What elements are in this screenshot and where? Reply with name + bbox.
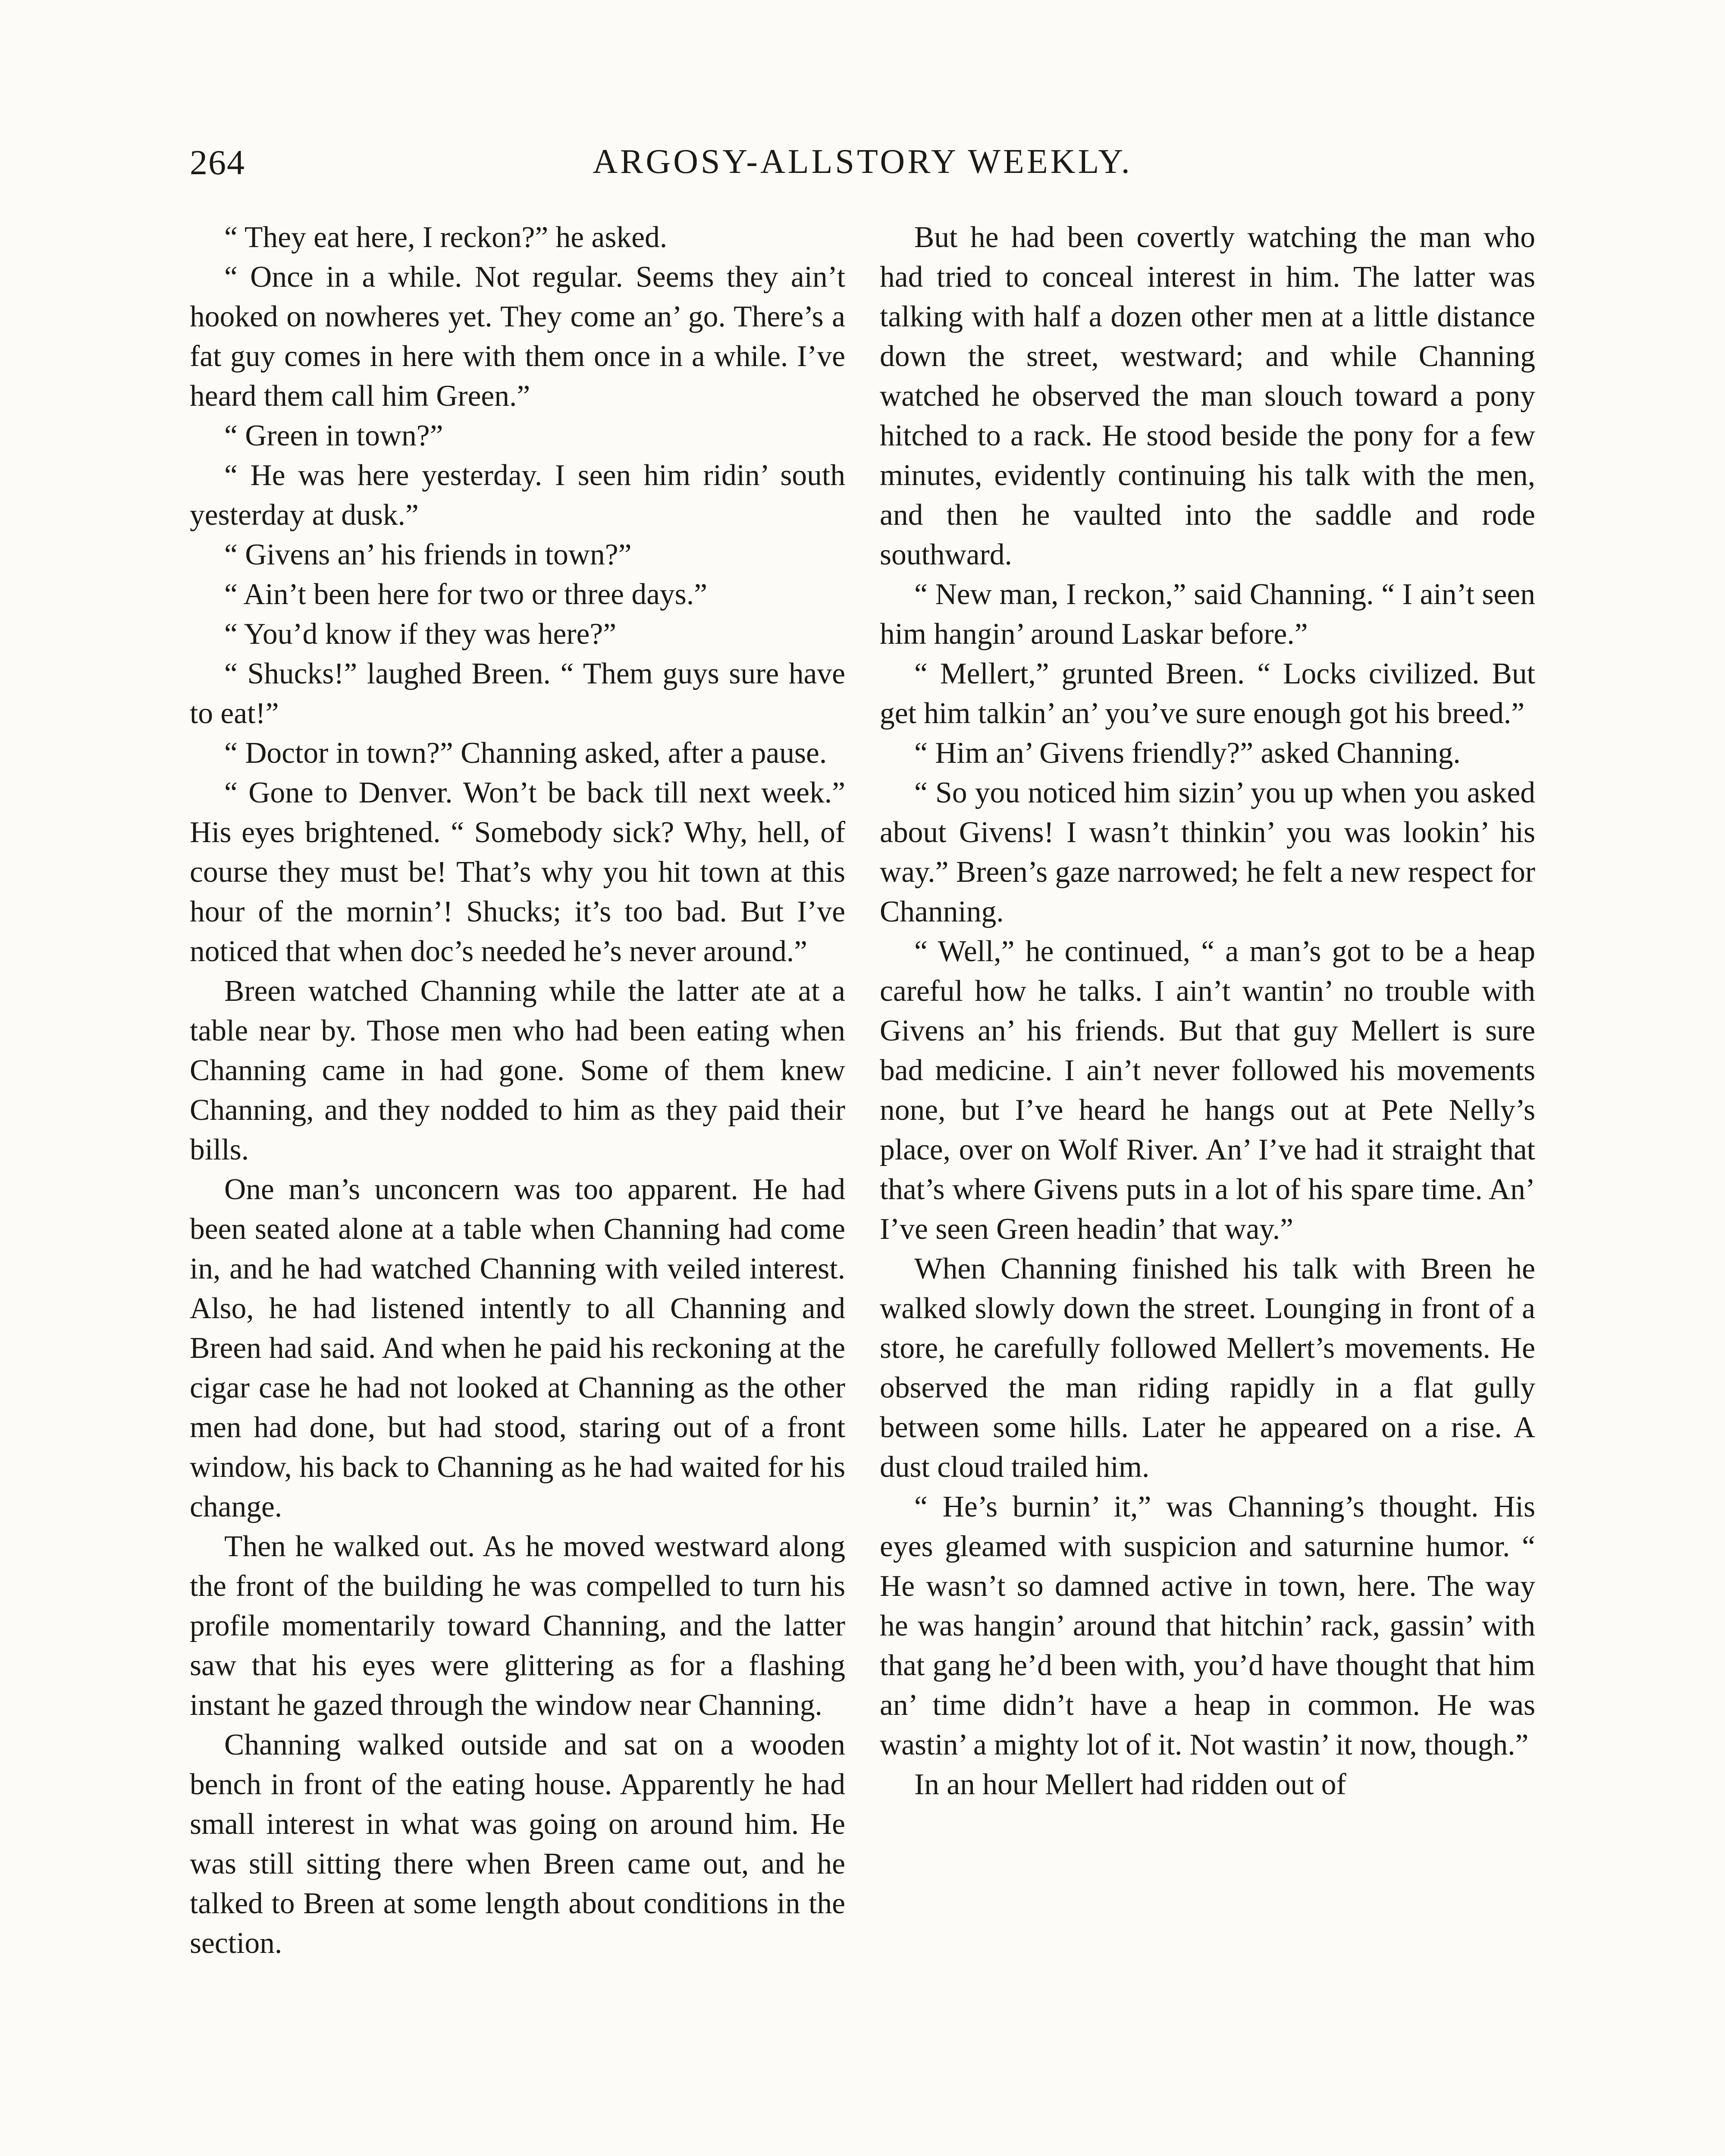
paragraph: “ Doctor in town?” Channing asked, after a pause.	[224, 736, 827, 770]
paragraph: “ Once in a while. Not regular. Seems they ain’t hooked on nowheres yet. They come an’ go. There’s a fat guy comes in here with them once in a while. I’ve heard them call him Green.”	[190, 260, 845, 413]
paragraph: “ They eat here, I reckon?” he asked.	[224, 221, 668, 254]
paragraph: “ Ain’t been here for two or three days.”	[224, 578, 707, 611]
paragraph: Breen watched Channing while the latter ate at a table near by. Those men who had been eating when Channing came in had gone. Some of them knew Channing, and they nodded to him as they paid their bills.	[190, 975, 845, 1166]
paragraph: When Channing finished his talk with Breen he walked slowly down the street. Lounging in front of a store, he carefully followed Mellert’s movements. He observed the man riding rapidly in a flat gully between some hills. Later he appeared on a rise. A dust cloud trailed him.	[880, 1252, 1535, 1484]
text-columns	[190, 218, 1535, 2156]
paragraph: Then he walked out. As he moved westward along the front of the building he was compelled to turn his profile momentarily toward Channing, and the latter saw that his eyes were glittering as for a flashing instant he gazed through the window near Channing.	[190, 1530, 845, 1722]
paragraph: “ Him an’ Givens friendly?” asked Channing.	[914, 736, 1461, 770]
paragraph: “ You’d know if they was here?”	[224, 617, 617, 651]
paragraph: “ New man, I reckon,” said Channing. “ I ain’t seen him hangin’ around Laskar before.”	[880, 578, 1535, 651]
page-header	[190, 142, 1535, 194]
paragraph: Channing walked outside and sat on a wooden bench in front of the eating house. Apparently he had small interest in what was going on around him. He was still sitting there when Breen came out, and he talked to Breen at some length about conditions in the section.	[190, 1728, 845, 1960]
paragraph: One man’s unconcern was too apparent. He had been seated alone at a table when Channing had come in, and he had watched Channing with veiled interest. Also, he had listened intently to all Channing and Breen had said. And when he paid his reckoning at the cigar case he had not looked at Channing as the other men had done, but had stood, staring out of a front window, his back to Channing as he had waited for his change.	[190, 1173, 845, 1523]
paragraph: “ Givens an’ his friends in town?”	[224, 538, 632, 571]
paragraph: “ He was here yesterday. I seen him ridin’ south yesterday at dusk.”	[190, 459, 845, 532]
paragraph: “ So you noticed him sizin’ you up when you asked about Givens! I wasn’t thinkin’ you was lookin’ his way.” Breen’s gaze narrowed; he felt a new respect for Channing.	[880, 776, 1535, 928]
left-column	[190, 218, 845, 2156]
paragraph: “ Green in town?”	[224, 419, 443, 452]
right-column	[880, 218, 1535, 2156]
paragraph: “ Shucks!” laughed Breen. “ Them guys sure have to eat!”	[190, 657, 845, 730]
paragraph: But he had been covertly watching the man who had tried to conceal interest in him. The latter was talking with half a dozen other men at a little distance down the street, westward; and while Channing watched he observed the man slouch toward a pony hitched to a rack. He stood beside the pony for a few minutes, evidently continuing his talk with the men, and then he vaulted into the saddle and rode southward.	[880, 221, 1535, 571]
paragraph: “ Mellert,” grunted Breen. “ Locks civilized. But get him talkin’ an’ you’ve sure enough got his breed.”	[880, 657, 1535, 730]
paragraph: “ Well,” he continued, “ a man’s got to be a heap careful how he talks. I ain’t wantin’ no trouble with Givens an’ his friends. But that guy Mellert is sure bad medicine. I ain’t never followed his movements none, but I’ve heard he hangs out at Pete Nelly’s place, over on Wolf River. An’ I’ve had it straight that that’s where Givens puts in a lot of his spare time. An’ I’ve seen Green headin’ that way.”	[880, 935, 1535, 1246]
page-number: 264	[190, 143, 245, 182]
paragraph: In an hour Mellert had ridden out of	[914, 1768, 1346, 1801]
paragraph: “ He’s burnin’ it,” was Channing’s thought. His eyes gleamed with suspicion and saturnine humor. “ He wasn’t so damned active in town, here. The way he was hangin’ around that hitchin’ rack, gassin’ with that gang he’d been with, you’d have thought that him an’ time didn’t have a heap in common. He was wastin’ a mighty lot of it. Not wastin’ it now, though.”	[880, 1490, 1535, 1761]
running-title: ARGOSY-ALLSTORY WEEKLY.	[593, 143, 1132, 181]
paragraph: “ Gone to Denver. Won’t be back till next week.” His eyes brightened. “ Somebody sick? Why, hell, of course they must be! That’s why you hit town at this hour of the mornin’! Shucks; it’s too bad. But I’ve noticed that when doc’s needed he’s never around.”	[190, 776, 845, 968]
